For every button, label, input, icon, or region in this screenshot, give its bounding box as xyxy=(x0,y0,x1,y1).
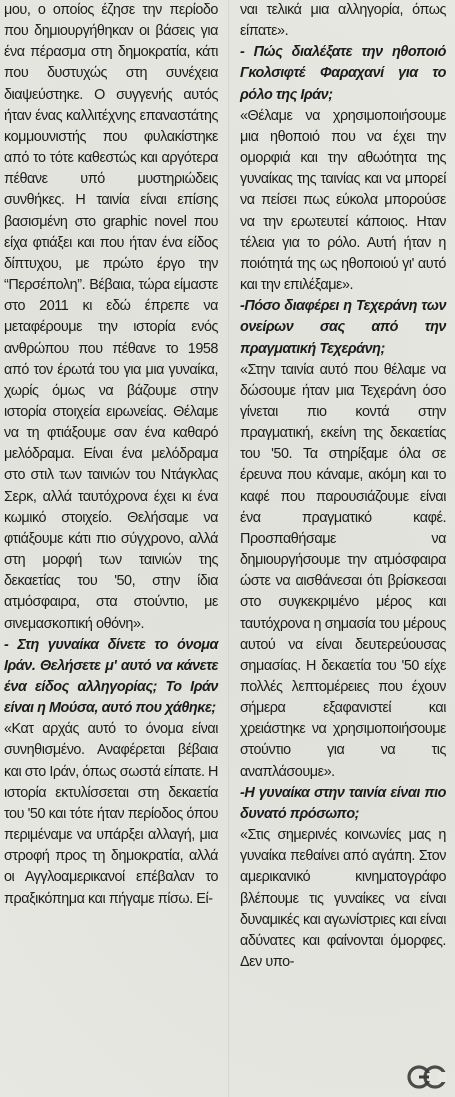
interview-question: -Η γυναίκα στην ταινία είναι πιο δυνατό πρόσωπο; xyxy=(240,784,446,822)
paragraph: «Κατ αρχάς αυτό το όνομα είναι συνηθισμένο. Αναφέρεται βέβαια και στο Ιράν, όπως σωστά είπατε. Η ιστορία εκτυλίσσεται στη δεκαετία του '50 και τότε ήταν περίοδος όπου περιμέναμε να υπάρξει αλλαγή, μια στροφή προς τη δημοκρατία, αλλά οι Αγγλοαμερικανοί επέβαλαν το πραξικόπημα και πήγαμε πίσω. Εί- xyxy=(4,721,218,907)
column-divider xyxy=(228,0,229,1097)
paragraph: «Θέλαμε να χρησιμοποιήσουμε μια ηθοποιό που να έχει την ομορφιά και την αθωότητα της γυναίκας της ταινίας και να μπορεί να πείσει πως εύκολα μπορούσε να την ερωτευτεί κάποιος. Ηταν τέλεια για το ρόλο. Αυτή ήταν η ποιότητά της ως ηθοποιού γι' αυτό και την επιλέξαμε». xyxy=(240,107,446,294)
paragraph: μου, ο οποίος έζησε την περίοδο που δημιουργήθηκαν οι βάσεις για ένα πέρασμα στη δημοκρατία, κάτι που δυστυχώς στη συνέχεια διαψεύστηκε. Ο συγγενής αυτός ήταν ένας καλλιτέχνης επαναστάτης κομμουνιστής που φυλακίστηκε από το τότε καθεστώς και αργότερα πέθανε υπό μυστηριώδεις συνθήκες. Η ταινία είναι επίσης βασισμένη στο graphic novel που είχα φτιάξει και που ήταν ένα είδος δίπτυχου, με πρώτο έργο την “Περσέπολη”. Βέβαια, τώρα είμαστε στο 2011 κι εδώ έπρεπε να μεταφέρουμε την ιστορία ενός ανθρώπου που πέθανε το 1958 από τον έρωτά του για μια γυναίκα, χωρίς όμως να βάζουμε στην ιστορία στοιχεία ειρωνείας. Θέλαμε να τη φτιάξουμε σαν ένα καθαρό μελόδραμα. Είναι ένα μελόδραμα στο στιλ των ταινιών του Ντάγκλας Σερκ, αλλά ταυτόχρονα έχει κι ένα κωμικό στοιχείο. Θελήσαμε να φτιάξουμε κάτι πιο σύγχρονο, αλλά στη μορφή των ταινιών της δεκαετίας του '50, στην ίδια ατμόσφαιρα, στα στούντιο, με σινεμασκοπική οθόνη». xyxy=(4,2,218,632)
interview-question: - Στη γυναίκα δίνετε το όνομα Ιράν. Θελήσετε μ' αυτό να κάνετε ένα είδος αλληγορίας; Το Ιράν είναι η Μούσα, αυτό που χάθηκε; xyxy=(4,636,218,717)
paragraph: «Στις σημερινές κοινωνίες μας η γυναίκα πεθαίνει από αγάπη. Στον αμερικανικό κινηματογράφο βλέπουμε τις γυναίκες να είναι δυναμικές και αγωνίστριες και είναι αδύνατες και φαίνονται όμορφες. Δεν υπο- xyxy=(240,827,446,971)
left-column xyxy=(4,0,218,910)
gc-logo xyxy=(407,1063,447,1091)
paragraph: ναι τελικά μια αλληγορία, όπως είπατε». xyxy=(240,2,446,40)
interview-question: -Πόσο διαφέρει η Τεχεράνη των ονείρων σας από την πραγματική Τεχεράνη; xyxy=(240,298,446,357)
paragraph: «Στην ταινία αυτό που θέλαμε να δώσουμε ήταν μια Τεχεράνη όσο γίνεται πιο κοντά στην πραγματική, εκείνη της δεκαετίας του '50. Τα στηρίξαμε όλα σε έρευνα που κάναμε, ακόμη και το καφέ που παρουσιάζουμε είναι ένα πραγματικό καφέ. Προσπαθήσαμε να δημιουργήσουμε την ατμόσφαιρα ώστε να αισθάνεσαι ότι βρίσκεσαι στο συγκεκριμένο μέρος και ταυτόχρονα η σημασία του μέρους αυτού να είναι δευτερεύουσας σημασίας. Η δεκαετία του '50 είχε πολλές λεπτομέρειες που έχουν σήμερα εξαφανιστεί και χρειάστηκε να χρησιμοποιήσουμε στούντιο για να τις αναπλάσουμε». xyxy=(240,361,446,780)
right-column xyxy=(240,0,446,973)
interview-question: - Πώς διαλέξατε την ηθοποιό Γκολσιφτέ Φαραχανί για το ρόλο της Ιράν; xyxy=(240,44,446,103)
